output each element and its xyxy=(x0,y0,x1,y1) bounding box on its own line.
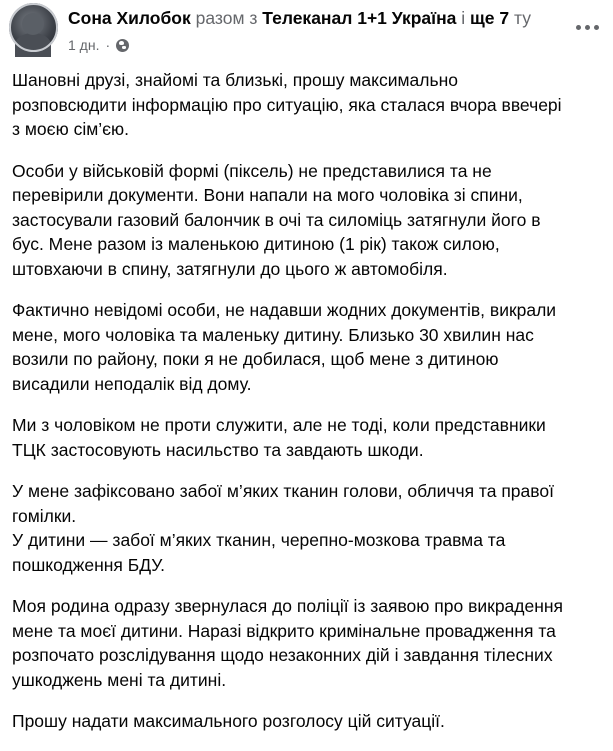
meta-separator: · xyxy=(105,37,111,53)
avatar-ring xyxy=(9,3,58,52)
globe-icon[interactable] xyxy=(116,39,129,52)
post-paragraph xyxy=(12,159,610,282)
paragraph-line: перевірили документи. Вони напали на мого чоловіка зі спини, xyxy=(12,185,523,205)
post-paragraph xyxy=(12,594,610,692)
post-paragraph xyxy=(12,709,610,734)
paragraph-line: Моя родина одразу звернулася до поліції із заявою про викрадення xyxy=(12,596,564,616)
paragraph-line: Шановні друзі, знайомі та близькі, прошу максимально xyxy=(12,70,458,90)
paragraph-line: У дитини — забої м’яких тканин, черепно-мозкова травма та xyxy=(12,530,506,550)
post-header xyxy=(0,0,613,62)
paragraph-line: розповсюдити інформацію про ситуацію, яка сталася вчора ввечері xyxy=(12,94,562,115)
author-name-link[interactable]: Сона Хилобок xyxy=(68,8,191,28)
joined-text: разом з xyxy=(195,8,258,28)
paragraph-line: ТЦК застосовують насильство та завдають шкоди. xyxy=(12,439,424,460)
and-text: і xyxy=(461,8,466,28)
paragraph-line: мене та моєї дитини. Наразі відкрито кримінальне провадження та xyxy=(12,620,556,641)
post-paragraph xyxy=(12,298,610,396)
paragraph-line: висадили неподалік від дому. xyxy=(12,373,252,394)
paragraph-line: Прошу надати максимального розголосу цій ситуації. xyxy=(12,711,445,731)
others-link[interactable]: ще 7 xyxy=(470,8,510,28)
paragraph-line: пошкодження БДУ. xyxy=(12,554,165,575)
paragraph-line: штовхаючи в спину, затягнули до цього ж автомобіля. xyxy=(12,258,448,279)
post-paragraph xyxy=(12,479,610,577)
paragraph-line: мене, мого чоловіка та маленьку дитину. Близько 30 хвилин нас xyxy=(12,324,534,345)
paragraph-line: возили по району, поки я не добилася, щоб мене з дитиною xyxy=(12,349,499,369)
post-paragraph xyxy=(12,68,610,142)
coauthor-name-link[interactable]: Телеканал 1+1 Україна xyxy=(262,8,457,28)
paragraph-line: ушкоджень мені та дитині. xyxy=(12,669,227,690)
paragraph-line: Особи у військовій формі (піксель) не представилися та не xyxy=(12,160,492,181)
post-timestamp[interactable]: 1 дн. xyxy=(68,37,100,53)
paragraph-line: гомілки. xyxy=(12,505,77,526)
paragraph-line: У мене зафіксовано забої м’яких тканин голови, обличчя та правої xyxy=(12,481,554,501)
post-meta xyxy=(68,36,129,54)
others-suffix: ту xyxy=(514,8,531,28)
paragraph-line: Ми з чоловіком не проти служити, але не тоді, коли представники xyxy=(12,415,546,435)
post-title-line xyxy=(68,6,588,30)
paragraph-line: застосували газовий балончик в очі та силоміць затягнули його в xyxy=(12,209,541,230)
paragraph-line: Фактично невідомі особи, не надавши жодних документів, викрали xyxy=(12,300,557,320)
paragraph-line: з моєю сім’єю. xyxy=(12,119,130,139)
paragraph-line: бус. Мене разом із маленькою дитиною (1 рік) також силою, xyxy=(12,234,500,254)
paragraph-line: розпочато розслідування щодо незаконних дій і завдання тілесних xyxy=(12,645,553,665)
author-avatar[interactable] xyxy=(9,3,58,52)
more-dots-icon[interactable] xyxy=(567,12,607,42)
post-paragraph xyxy=(12,413,610,462)
post-body xyxy=(12,68,610,751)
